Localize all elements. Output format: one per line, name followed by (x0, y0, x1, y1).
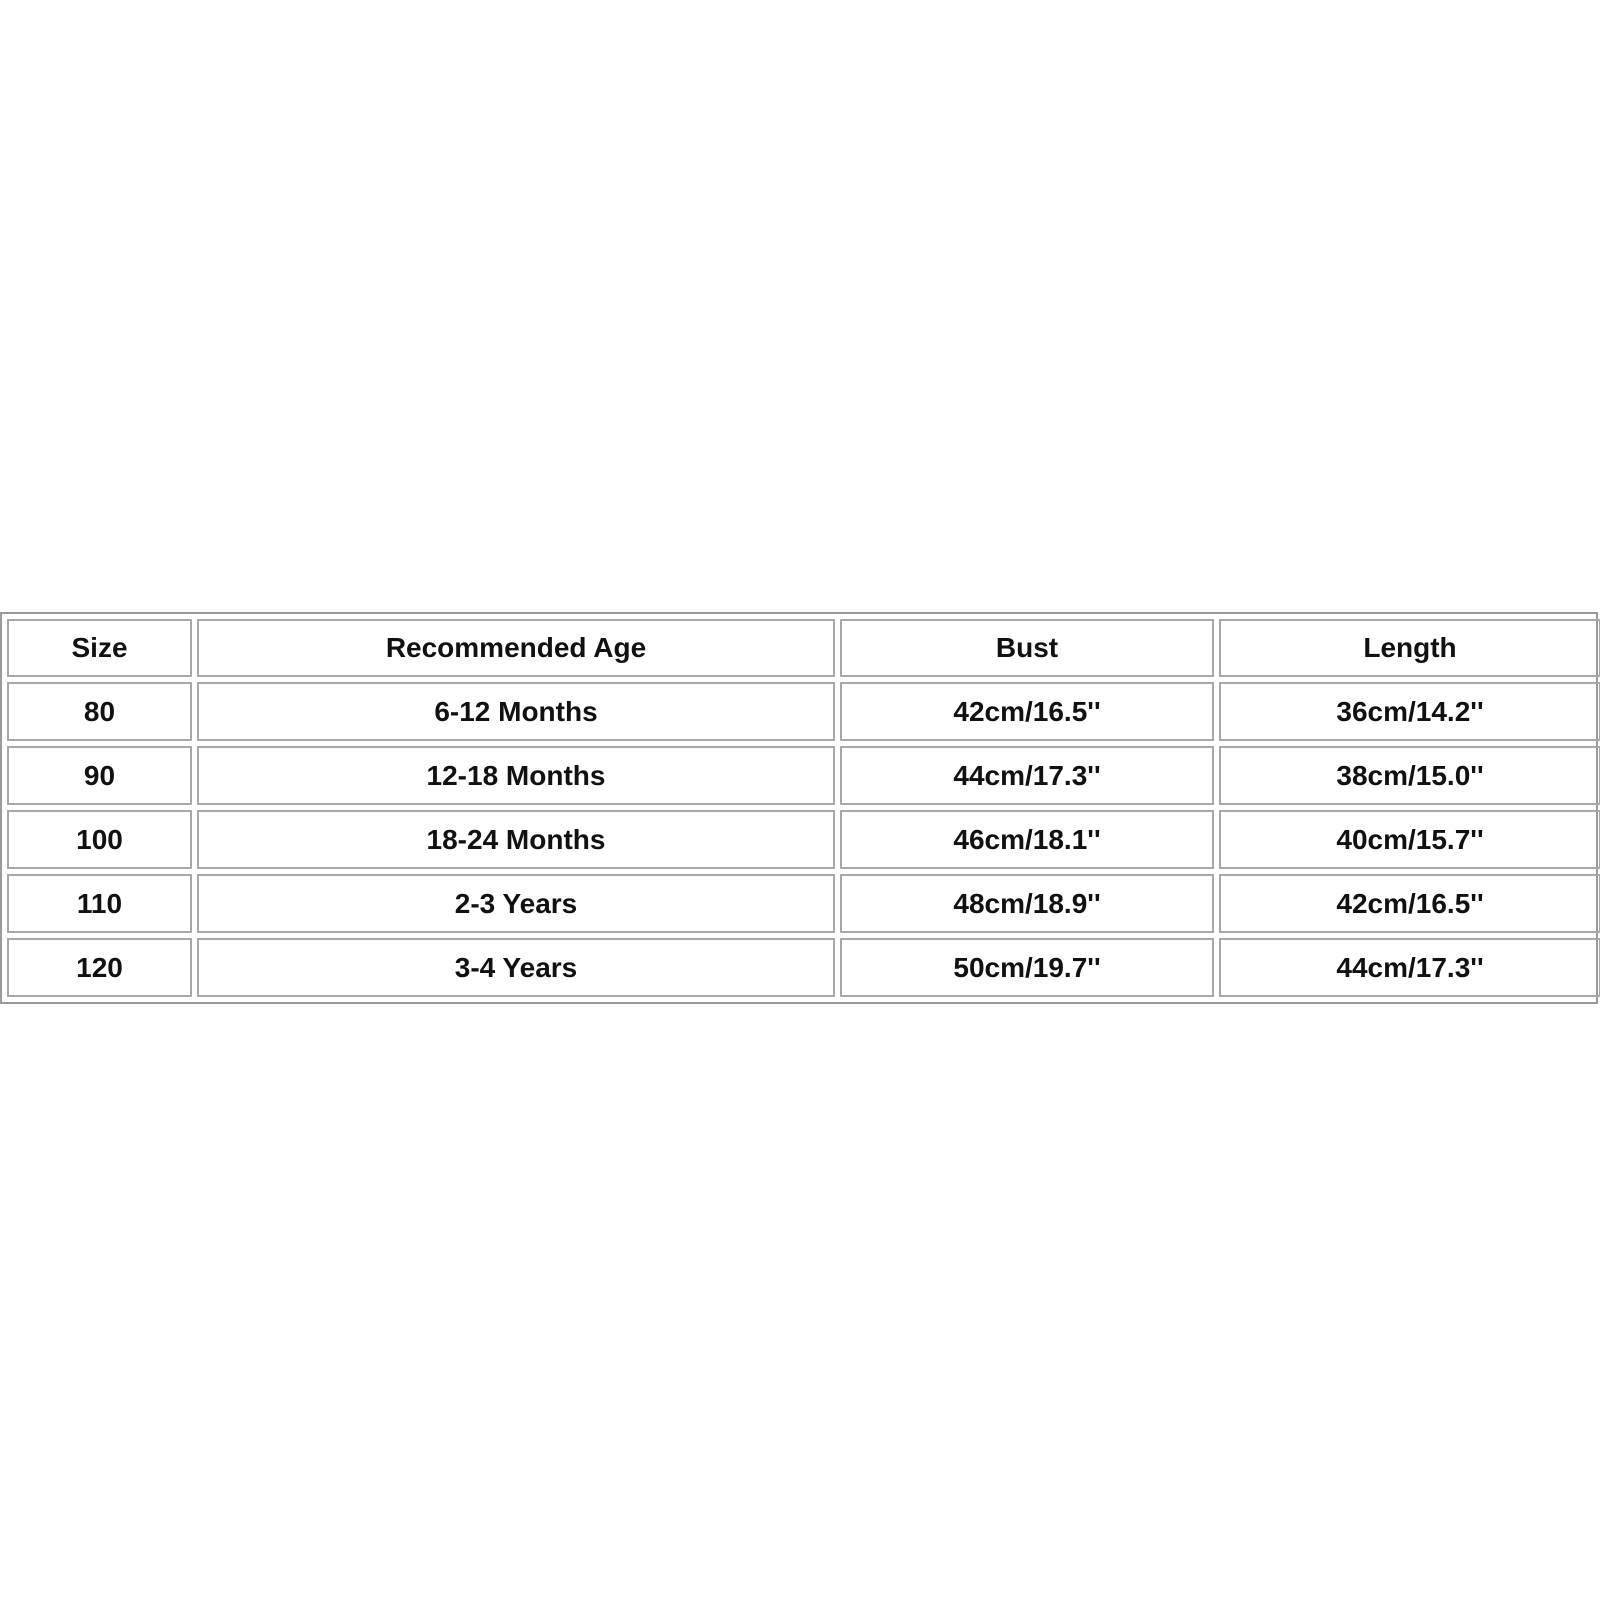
cell-recommended-age: 6-12 Months (197, 682, 835, 741)
cell-size: 110 (7, 874, 192, 933)
cell-bust: 48cm/18.9'' (840, 874, 1214, 933)
cell-recommended-age: 18-24 Months (197, 810, 835, 869)
cell-size: 100 (7, 810, 192, 869)
table-header-row (7, 619, 1600, 677)
header-size: Size (7, 619, 192, 677)
cell-bust: 46cm/18.1'' (840, 810, 1214, 869)
cell-length: 36cm/14.2'' (1219, 682, 1600, 741)
header-length: Length (1219, 619, 1600, 677)
cell-bust: 42cm/16.5'' (840, 682, 1214, 741)
cell-bust: 44cm/17.3'' (840, 746, 1214, 805)
cell-recommended-age: 12-18 Months (197, 746, 835, 805)
header-bust: Bust (840, 619, 1214, 677)
table-row (7, 682, 1600, 741)
table-row (7, 938, 1600, 997)
cell-recommended-age: 3-4 Years (197, 938, 835, 997)
table-row (7, 810, 1600, 869)
cell-size: 80 (7, 682, 192, 741)
cell-bust: 50cm/19.7'' (840, 938, 1214, 997)
table-row (7, 746, 1600, 805)
cell-length: 44cm/17.3'' (1219, 938, 1600, 997)
cell-size: 120 (7, 938, 192, 997)
size-chart-table (2, 614, 1600, 1002)
cell-size: 90 (7, 746, 192, 805)
table-row (7, 874, 1600, 933)
cell-length: 38cm/15.0'' (1219, 746, 1600, 805)
cell-length: 42cm/16.5'' (1219, 874, 1600, 933)
cell-recommended-age: 2-3 Years (197, 874, 835, 933)
size-chart-table-frame (0, 612, 1598, 1004)
header-recommended-age: Recommended Age (197, 619, 835, 677)
cell-length: 40cm/15.7'' (1219, 810, 1600, 869)
